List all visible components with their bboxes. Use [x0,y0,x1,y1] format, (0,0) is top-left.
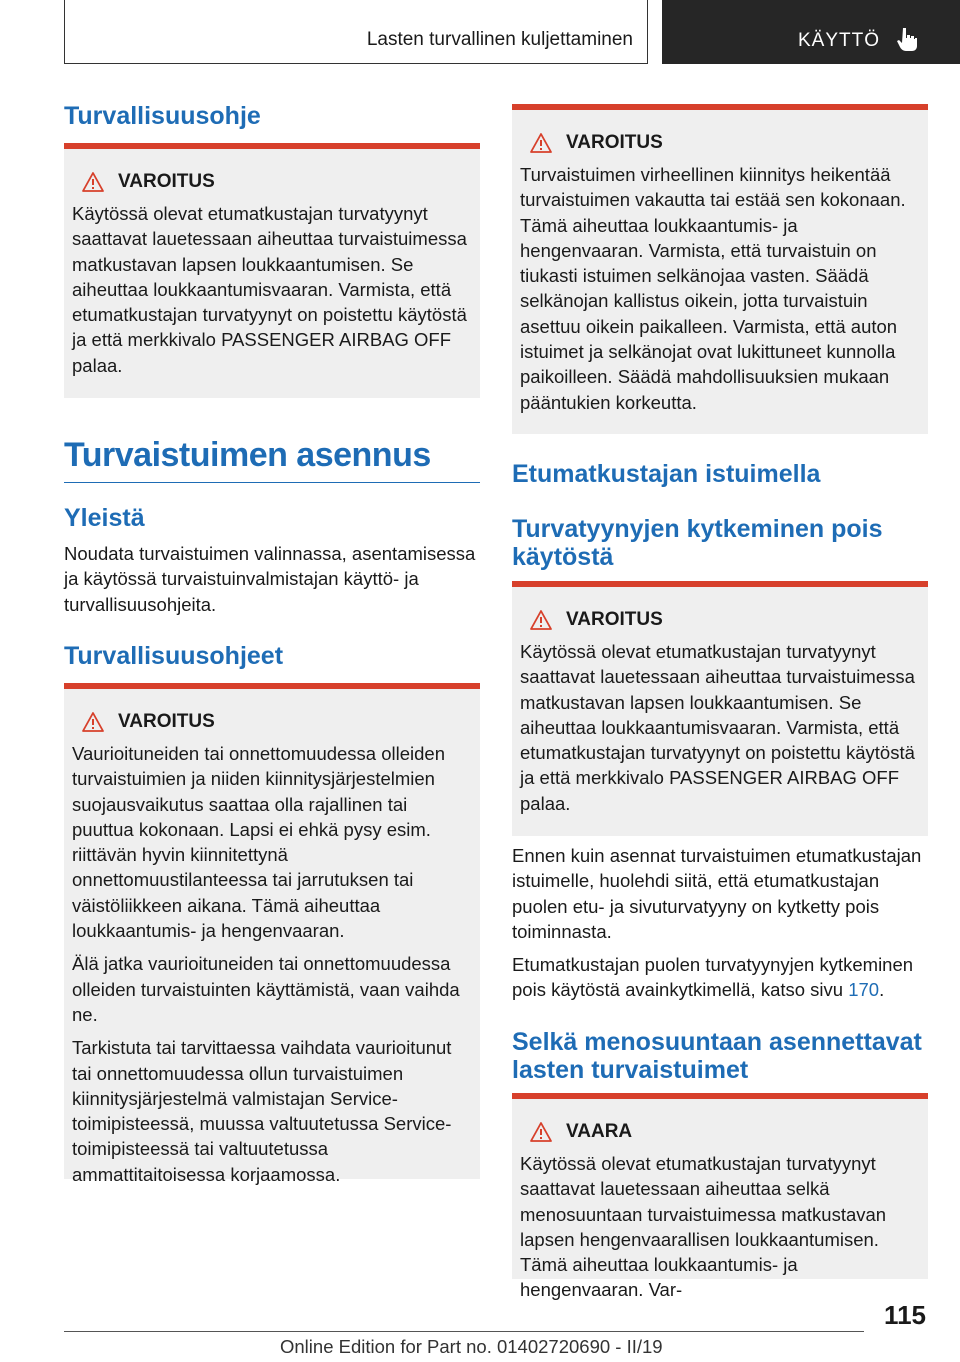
heading-safety-note: Turvallisuusohje [64,102,261,130]
chapter-tab [662,0,960,64]
footer-rule [64,1331,864,1332]
warning-box [64,143,480,398]
heading-safety-instructions: Turvallisuusohjeet [64,642,284,670]
danger-title: VAARA [520,1121,920,1143]
general-text: Noudata turvaistuimen valinnassa, asentamisessa ja käytössä turvaistuinvalmistajan käyttö- ja turvallisuusohjeita. [64,543,476,615]
warning-box [64,683,480,1185]
heading-general: Yleistä [64,504,145,532]
warning-triangle-icon [530,133,552,153]
page-number: 115 [884,1300,926,1330]
warning-triangle-icon [82,712,104,732]
warning-text: Vaurioituneiden tai onnettomuudessa olleiden turvaistuimien ja niiden kiinnitysjärjestelmien suojausvaikutus saattaa olla rajallinen tai puuttua kokonaan. Lapsi ei ehkä pysy esim. riittävän hyvin kiinnitettynä onnettomuustilanteessa tai jarrutuksen tai väistöliikkeen aikana. Tämä aiheuttaa loukkaantumis- ja hengenvaaran. [72,743,446,942]
hand-pointer-icon [894,26,920,52]
warning-box [512,581,928,836]
danger-text: Käytössä olevat etumatkustajan turvatyynyt saattavat lauetessaan aiheuttaa selkä menosuuntaan turvaistuimessa matkustavan lapsen hengenvaarallisen loukkaantumisen. Tämä aiheuttaa loukkaantumis- ja hengenvaaran. Var- [520,1153,887,1301]
danger-box [512,1093,928,1301]
page-reference-link[interactable]: 170 [848,979,880,1001]
paragraph-before-install: Ennen kuin asennat turvaistuimen etumatkustajan istuimelle, huolehdi siitä, että etumatkustajan puolen etu- ja sivuturvatyyny on kytketty pois toiminnasta. [512,845,922,942]
warning-text: Älä jatka vaurioituneiden tai onnettomuudessa olleiden turvaistuinten käyttämistä, vaan vaihda ne. [72,953,460,1025]
warning-box [512,104,928,434]
heading-front-passenger-seat: Etumatkustajan istuimella [512,460,821,488]
warning-triangle-icon [530,610,552,630]
warning-triangle-icon [530,1122,552,1142]
warning-text: Turvaistuimen virheellinen kiinnitys heikentää turvaistuimen vakautta tai estää sen kokonaan. Tämä aiheuttaa loukkaantumis- ja hengenvaaran. Varmista, että turvaistuin on tiukasti istuimen selkänojaa vasten. Säädä selkänojan kallistus oikein, jotta turvaistuin asettuu oikein paikalleen. Varmista, että auton istuimet ja selkänojat ovat lukittuneet kunnolla paikoilleen. Säädä mahdollisuuksien mukaan pääntukien korkeutta. [520,164,906,413]
chapter-title: KÄYTTÖ [797,30,880,51]
heading-rear-facing-seats: Selkä menosuuntaan asennettavat lasten turvaistuimet [512,1028,922,1084]
footer-edition: Online Edition for Part no. 01402720690 - II/19 [280,1336,663,1357]
warning-text: Käytössä olevat etumatkustajan turvatyynyt saattavat lauetessaan aiheuttaa turvaistuimessa matkustavan lapsen loukkaantumisen. Se aiheuttaa loukkaantumisvaaran. Varmista, että etumatkustajan turvatyynyt on poistettu käytöstä ja että merkkivalo PASSENGER AIRBAG OFF palaa. [72,203,467,376]
warning-title: VAROITUS [520,132,920,154]
warning-text: Tarkistuta tai tarvittaessa vaihdata vaurioitunut tai onnettomuudessa ollun turvaistuimen kiinnitysjärjestelmä valmistajan Service-toimipisteessä, muussa valtuutetussa Service-toimipisteessä tai valtuutetussa ammattitaitoisessa korjaamossa. [72,1037,452,1185]
heading-deactivate-airbags: Turvatyynyjen kytkeminen pois käytöstä [512,515,883,571]
warning-title: VAROITUS [72,171,472,193]
heading-seat-installation: Turvaistuimen asennus [64,436,431,474]
section-title: Lasten turvallinen kuljettaminen [366,29,633,50]
paragraph-key-switch: Etumatkustajan puolen turvatyynyjen kytkeminen pois käytöstä avainkytkimellä, katso sivu 170. [512,954,914,1001]
heading-rule [64,482,480,483]
warning-text: Käytössä olevat etumatkustajan turvatyynyt saattavat lauetessaan aiheuttaa turvaistuimessa matkustavan lapsen loukkaantumisen. Se aiheuttaa loukkaantumisvaaran. Varmista, että etumatkustajan turvatyynyt on poistettu käytöstä ja että merkkivalo PASSENGER AIRBAG OFF palaa. [520,641,915,814]
warning-title: VAROITUS [72,711,472,733]
warning-triangle-icon [82,172,104,192]
running-header-section [64,0,648,64]
warning-title: VAROITUS [520,609,920,631]
